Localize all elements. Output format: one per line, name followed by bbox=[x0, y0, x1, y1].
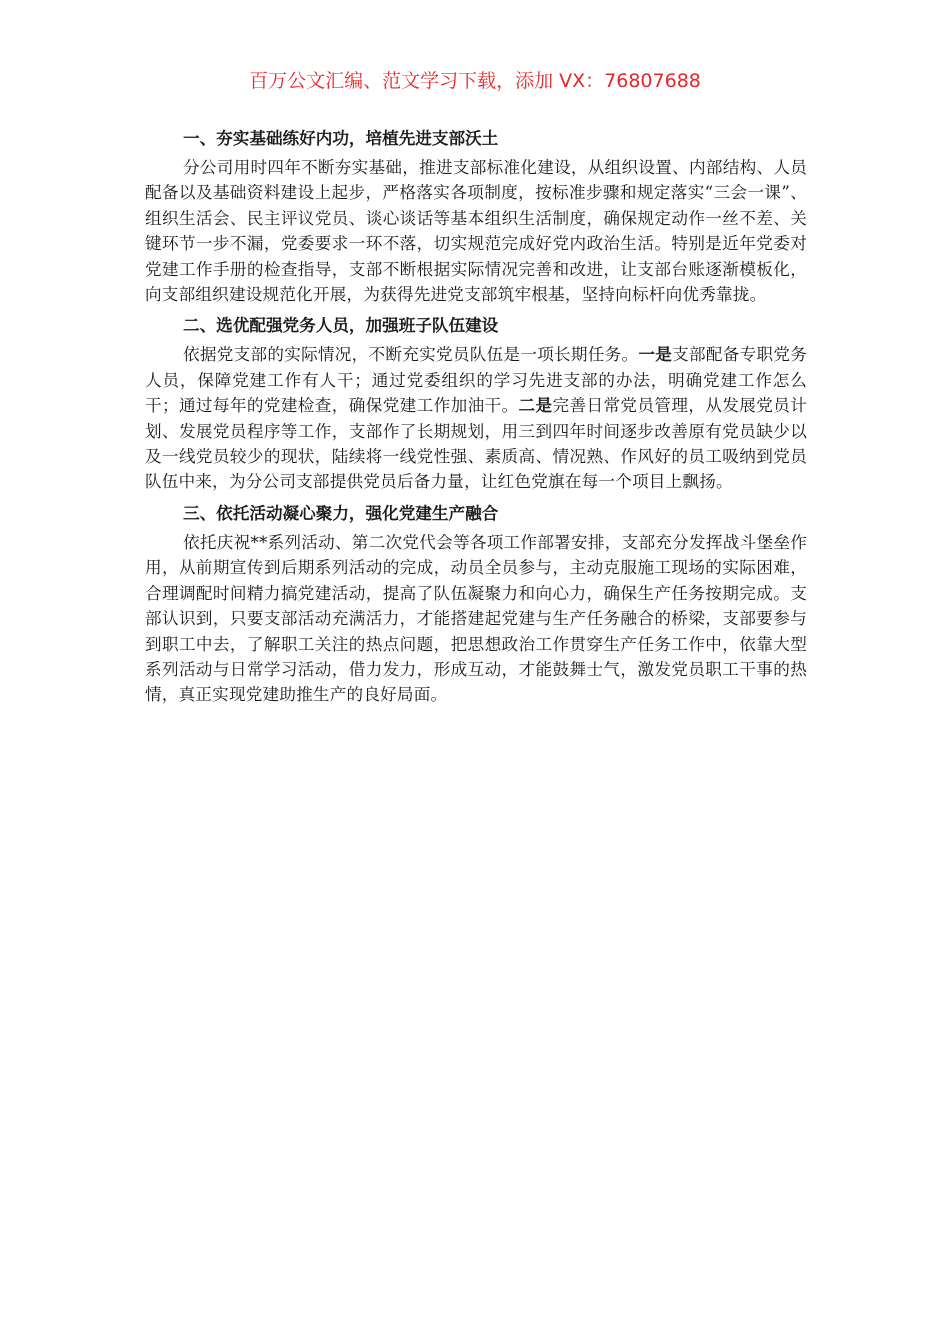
section-heading-3: 三、依托活动凝心聚力，强化党建生产融合 bbox=[183, 503, 499, 523]
section-paragraph-1: 分公司用时四年不断夯实基础，推进支部标准化建设，从组织设置、内部结构、人员配备以及基础资料建设上起步，严格落实各项制度，按标准步骤和规定落实“三会一课”、组织生活会、民主评议党员、谈心谈话等基本组织生活制度，确保规定动作一丝不差、关键环节一步不漏，党委要求一环不落，切实规范完成好党内政治生活。特别是近年党委对党建工作手册的检查指导，支部不断根据实际情况完善和改进，让支部台账逐渐模板化，向支部组织建设规范化开展，为获得先进党支部筑牢根基，坚持向标杆向优秀靠拢。 bbox=[145, 158, 807, 305]
watermark-banner: 百万公文汇编、范文学习下载，添加 VX：76807688 bbox=[249, 70, 701, 92]
paragraph-text: 支部配备专职党务人员，保障党建工作有人干；通过党委组织的学习先进支部的办法，明确党建工作怎么干；通过每年的党建检查，确保党建工作加油干。 bbox=[145, 345, 807, 416]
bold-marker: 一是 bbox=[638, 345, 673, 365]
paragraph-text: 完善日常党员管理，从发展党员计划、发展党员程序等工作，支部作了长期规划，用三到四年时间逐步改善原有党员缺少以及一线党员较少的现状，陆续将一线党性强、素质高、情况熟、作风好的员工吸纳到党员队伍中来，为分公司支部提供党员后备力量，让红色党旗在每一个项目上飘扬。 bbox=[145, 396, 808, 492]
section-heading-1: 一、夯实基础练好内功，培植先进支部沃土 bbox=[183, 129, 499, 148]
section-heading-2: 二、选优配强党务人员，加强班子队伍建设 bbox=[183, 316, 499, 336]
section-paragraph-3: 依托庆祝**系列活动、第二次党代会等各项工作部署安排，支部充分发挥战斗堡垒作用，从前期宣传到后期系列活动的完成，动员全员参与，主动克服施工现场的实际困难，合理调配时间精力搞党建活动，提高了队伍凝聚力和向心力，确保生产任务按期完成。支部认识到，只要支部活动充满活力，才能搭建起党建与生产任务融合的桥梁，支部要参与到职工中去，了解职工关注的热点问题，把思想政治工作贯穿生产任务工作中，依靠大型系列活动与日常学习活动，借力发力，形成互动，才能鼓舞士气，激发党员职工干事的热情，真正实现党建助推生产的良好局面。 bbox=[145, 532, 807, 705]
bold-marker: 二是 bbox=[518, 396, 553, 416]
paragraph-text: 依据党支部的实际情况，不断充实党员队伍是一项长期任务。 bbox=[183, 345, 639, 365]
document-body bbox=[145, 124, 807, 712]
section-paragraph-2 bbox=[145, 342, 807, 494]
